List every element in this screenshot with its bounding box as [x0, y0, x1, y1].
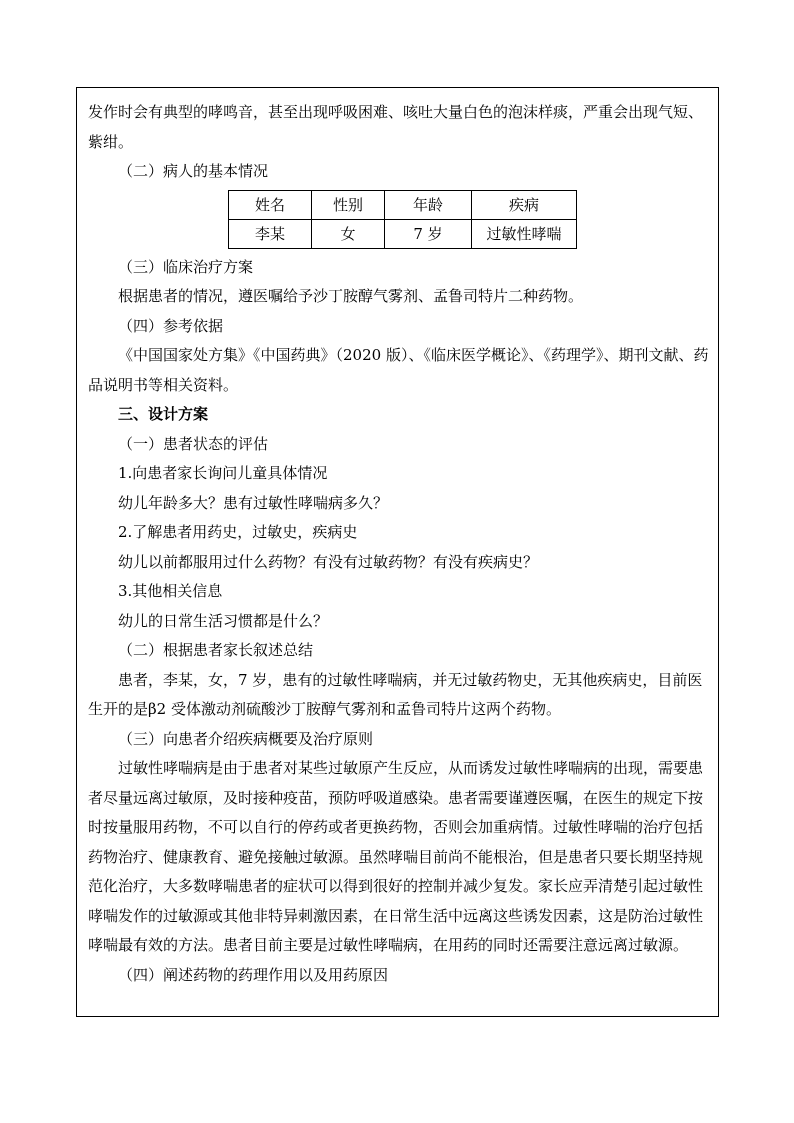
section-heading-references: （四）参考依据 [118, 316, 224, 335]
table-header-cell: 姓名 [229, 190, 312, 219]
table-header-cell: 疾病 [472, 190, 577, 219]
paragraph-symptoms: 发作时会有典型的哮鸣音，甚至出现呼吸困难、咳吐大量白色的泡沫样痰，严重会出现气短、紫绀。 [88, 103, 704, 151]
table-cell: 李某 [229, 219, 312, 248]
table-cell: 女 [312, 219, 385, 248]
list-item: 3.其他相关信息 [118, 582, 223, 600]
list-item-question: 幼儿的日常生活习惯都是什么？ [118, 611, 329, 630]
document-body [88, 98, 710, 990]
section-heading-treatment: （三）临床治疗方案 [118, 257, 254, 276]
paragraph-references: 《中国国家处方集》《中国药典》（2020 版）、《临床医学概论》、《药理学》、期刊文献、药品说明书等相关资料。 [88, 346, 709, 394]
list-item-question: 幼儿年龄多大？患有过敏性哮喘病多久？ [118, 493, 389, 512]
subsection-heading-assessment: （一）患者状态的评估 [118, 434, 269, 453]
table-cell: 7 岁 [385, 219, 472, 248]
section-heading-patient-info: （二）病人的基本情况 [118, 162, 269, 180]
table-header-cell: 年龄 [385, 190, 472, 219]
patient-info-table [228, 190, 577, 249]
list-item: 1.向患者家长询问儿童具体情况 [118, 464, 328, 482]
list-item-question: 幼儿以前都服用过什么药物？有没有过敏药物？有没有疾病史？ [118, 552, 539, 571]
subsection-heading-disease-intro: （三）向患者介绍疾病概要及治疗原则 [118, 729, 374, 748]
section-heading-design: 三、设计方案 [118, 405, 209, 423]
subsection-heading-pharmacology: （四）阐述药物的药理作用以及用药原因 [118, 965, 389, 984]
table-header-cell: 性别 [312, 190, 385, 219]
list-item: 2.了解患者用药史，过敏史，疾病史 [118, 523, 358, 541]
table-row [229, 219, 577, 248]
paragraph-treatment: 根据患者的情况，遵医嘱给予沙丁胺醇气雾剂、孟鲁司特片二种药物。 [118, 287, 584, 305]
table-header-row [229, 190, 577, 219]
paragraph-disease-intro: 过敏性哮喘病是由于患者对某些过敏原产生反应，从而诱发过敏性哮喘病的出现，需要患者尽量远离过敏原，及时接种疫苗，预防呼吸道感染。患者需要谨遵医嘱，在医生的规定下按时按量服用药物，不可以自行的停药或者更换药物，否则会加重病情。过敏性哮喘的治疗包括药物治疗、健康教育、避免接触过敏源。虽然哮喘目前尚不能根治，但是患者只要长期坚持规范化治疗，大多数哮喘患者的症状可以得到很好的控制并减少复发。家长应弄清楚引起过敏性哮喘发作的过敏源或其他非特异刺激因素，在日常生活中远离这些诱发因素，这是防治过敏性哮喘最有效的方法。患者目前主要是过敏性哮喘病，在用药的同时还需要注意远离过敏源。 [88, 759, 704, 954]
table-cell: 过敏性哮喘 [472, 219, 577, 248]
paragraph-summary: 患者，李某，女，7 岁，患有的过敏性哮喘病，并无过敏药物史，无其他疾病史，目前医生开的是β2 受体激动剂硫酸沙丁胺醇气雾剂和孟鲁司特片这两个药物。 [88, 670, 703, 718]
subsection-heading-summary: （二）根据患者家长叙述总结 [118, 641, 314, 659]
